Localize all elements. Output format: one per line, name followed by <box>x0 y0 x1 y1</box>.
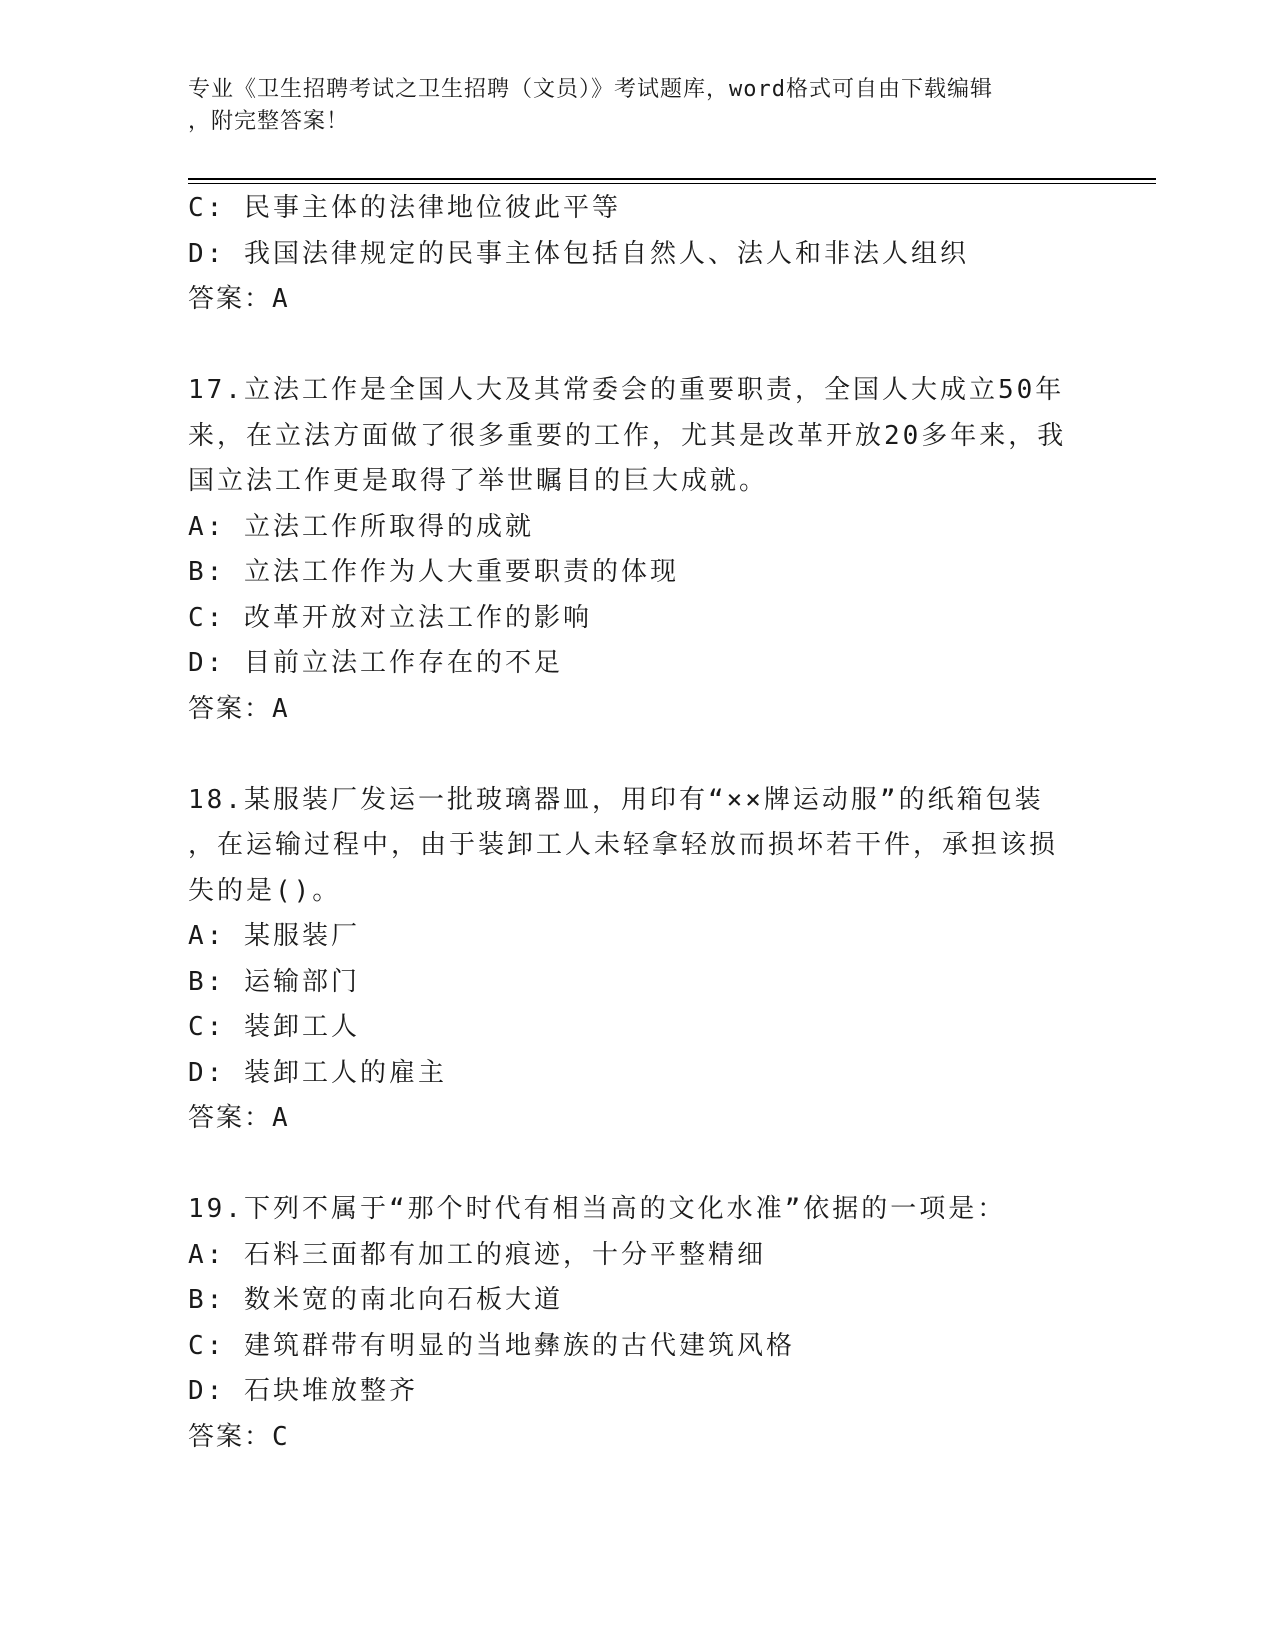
answer-label: 答案： <box>188 1421 273 1452</box>
option-b: B: 运输部门 <box>188 966 360 997</box>
answer-value: A <box>272 693 290 724</box>
option-c: C: 建筑群带有明显的当地彝族的古代建筑风格 <box>188 1330 795 1361</box>
option-c: C: 民事主体的法律地位彼此平等 <box>188 193 621 223</box>
option-d: D: 装卸工人的雇主 <box>188 1057 447 1088</box>
header-line-1: 专业《卫生招聘考试之卫生招聘（文员）》考试题库，word格式可自由下载编辑 <box>188 77 993 102</box>
question-stem-line: 17.立法工作是全国人大及其常委会的重要职责，全国人大成立50年 <box>188 375 1065 405</box>
header-divider-thin <box>188 183 1156 184</box>
option-c: C: 装卸工人 <box>188 1012 360 1042</box>
question-18 <box>188 778 1088 1142</box>
answer-line <box>188 687 1088 733</box>
question-stem-line: 18.某服装厂发运一批玻璃器皿，用印有“××牌运动服”的纸箱包装 <box>188 784 1044 815</box>
question-17 <box>188 368 1088 732</box>
question-stem-line: 国立法工作更是取得了举世瞩目的巨大成就。 <box>188 466 769 496</box>
answer-value: A <box>272 284 290 314</box>
answer-line <box>188 277 1088 323</box>
option-d: D: 目前立法工作存在的不足 <box>188 648 563 678</box>
option-b: B: 立法工作作为人大重要职责的体现 <box>188 557 679 587</box>
answer-label: 答案： <box>188 693 273 724</box>
header-line-2: ，附完整答案！ <box>188 109 350 134</box>
question-stem-line: 19.下列不属于“那个时代有相当高的文化水准”依据的一项是： <box>188 1194 1007 1224</box>
option-a: A: 某服装厂 <box>188 921 360 951</box>
option-a: A: 石料三面都有加工的痕迹，十分平整精细 <box>188 1239 766 1270</box>
question-stem-line: 失的是()。 <box>188 875 342 906</box>
question-stem-line: ，在运输过程中，由于装卸工人未轻拿轻放而损坏若干件，承担该损 <box>188 830 1059 860</box>
question-list <box>188 186 1088 1460</box>
option-c: C: 改革开放对立法工作的影响 <box>188 602 592 633</box>
question-stem-line: 来，在立法方面做了很多重要的工作，尤其是改革开放20多年来，我 <box>188 420 1067 451</box>
answer-label: 答案： <box>188 284 273 314</box>
option-b: B: 数米宽的南北向石板大道 <box>188 1285 563 1315</box>
question-16-tail <box>188 186 1088 323</box>
answer-label: 答案： <box>188 1103 273 1133</box>
question-19 <box>188 1187 1088 1460</box>
option-d: D: 石块堆放整齐 <box>188 1376 418 1406</box>
answer-value: A <box>272 1103 290 1133</box>
document-header <box>188 74 1068 138</box>
answer-line <box>188 1415 1088 1461</box>
option-a: A: 立法工作所取得的成就 <box>188 511 534 542</box>
answer-line <box>188 1096 1088 1142</box>
option-d: D: 我国法律规定的民事主体包括自然人、法人和非法人组织 <box>188 238 969 269</box>
header-divider-thick <box>188 178 1156 180</box>
answer-value: C <box>272 1421 290 1452</box>
